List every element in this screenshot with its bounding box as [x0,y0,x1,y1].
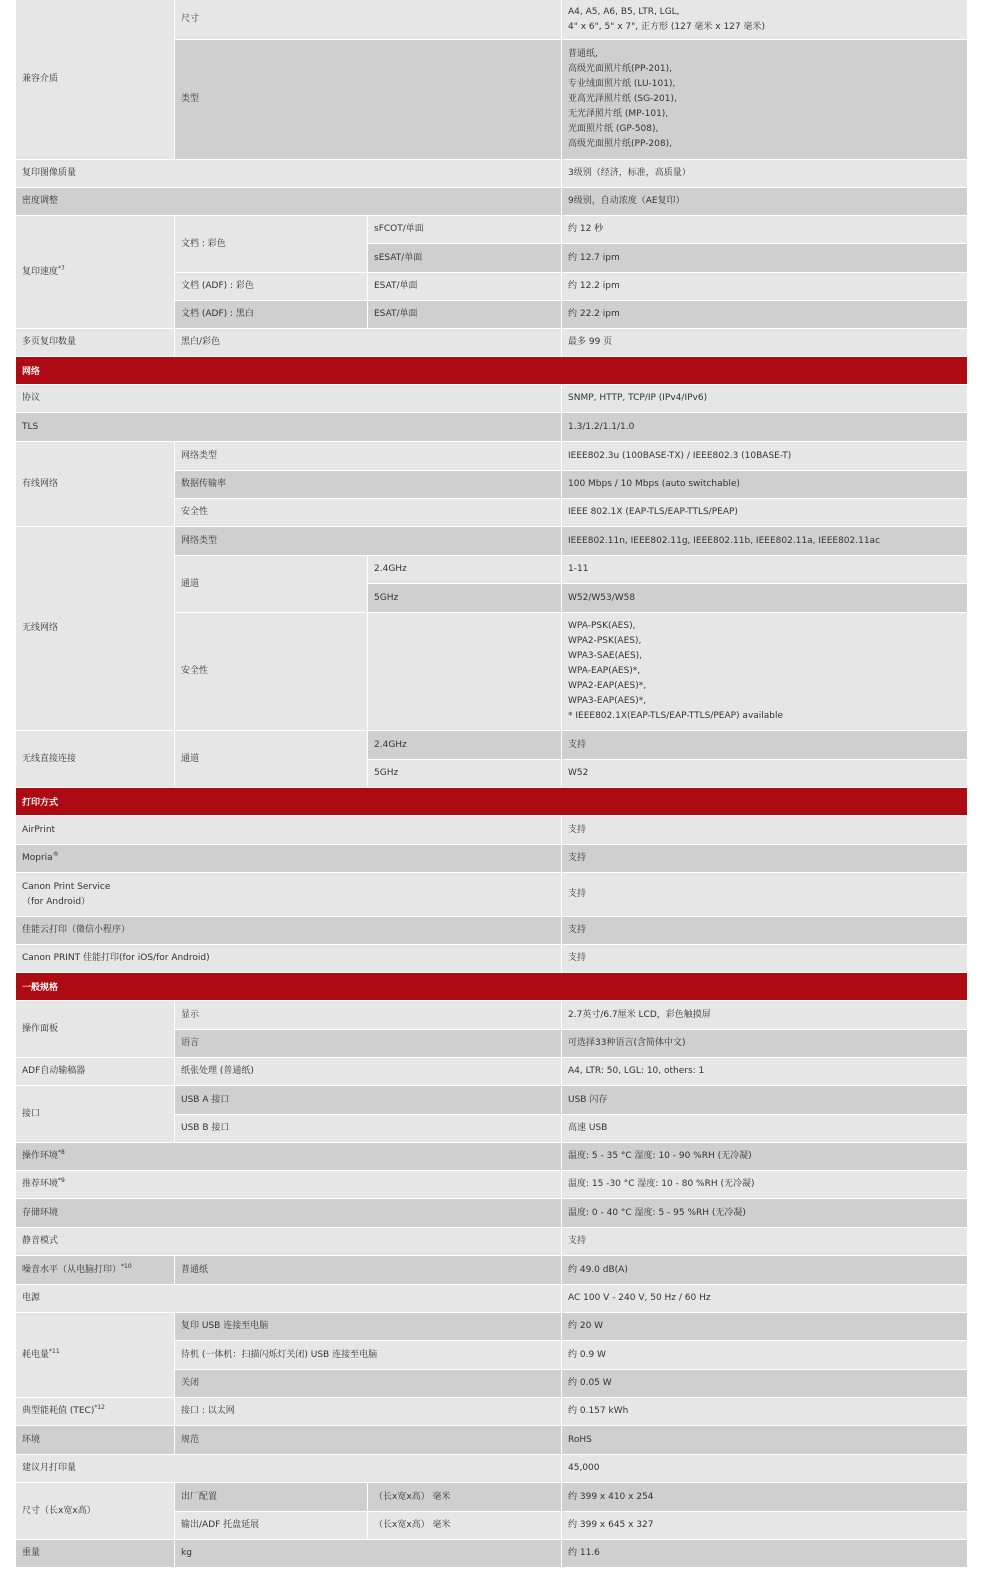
cell-text: 网络类型 [181,535,218,546]
spec-sublabel-cell [175,1398,561,1425]
cell-text: 网络类型 [181,450,218,461]
spec-sublabel-cell [368,273,561,300]
cell-text: 静音模式 [22,1236,59,1246]
spec-label-cell [16,442,174,526]
spec-value-cell [562,1341,967,1369]
cell-text: 密度调整 [22,196,59,206]
cell-text: sESAT/单面 [374,252,423,263]
spec-value-cell [562,1030,967,1057]
spec-value-cell [562,244,967,272]
cell-text: 高速 USB [568,1123,608,1133]
spec-value-cell [562,1086,967,1114]
spec-label-cell [16,1285,561,1312]
cell-line: 普通纸, [568,49,598,59]
spec-value-cell [562,40,967,159]
cell-text: ESAT/单面 [374,309,418,319]
spec-sublabel-cell [175,1370,561,1397]
cell-text: 45,000 [568,1463,600,1473]
cell-text: 典型能耗值 (TEC) [22,1406,95,1416]
cell-text: 支持 [568,1236,587,1246]
spec-label-cell [16,816,561,844]
cell-text: 温度: 15 -30 °C 湿度: 10 - 80 %RH (无冷凝) [568,1179,755,1189]
cell-text: 操作面板 [22,1023,59,1034]
spec-value-cell [562,613,967,730]
cell-text: Mopria [22,853,53,863]
spec-sublabel-cell [175,329,561,356]
spec-sublabel-cell [175,1540,561,1567]
spec-value-cell [562,760,967,787]
spec-value-cell [562,160,967,187]
cell-text: 重量 [22,1548,41,1558]
cell-text: AirPrint [22,824,56,835]
cell-text: 兼容介质 [22,74,59,84]
cell-text: 接口 [22,1108,41,1119]
cell-line: 亚高光泽照片纸 (SG-201), [568,94,677,104]
cell-text: USB B 接口 [181,1123,230,1133]
spec-label-cell [16,873,561,916]
cell-text: 5GHz [374,592,399,603]
cell-text: 2.4GHz [374,564,407,574]
cell-line: WPA2-EAP(AES)*, [568,681,647,691]
spec-sublabel-cell [175,1001,561,1029]
spec-sublabel-cell [175,731,367,787]
cell-text: 接口 : 以太网 [181,1406,235,1416]
spec-sublabel-cell [368,731,561,759]
cell-text: W52 [568,768,589,778]
spec-sublabel-cell [175,1256,561,1284]
cell-text: 安全性 [181,507,209,517]
spec-label-cell [16,413,561,441]
cell-text: 复印图像质量 [22,168,77,178]
spec-label-cell [16,1001,174,1057]
spec-sublabel-cell [175,499,561,526]
spec-sublabel-cell [175,40,561,159]
spec-value-cell [562,1483,967,1511]
spec-sublabel-cell [368,1512,561,1539]
cell-text: 无线直接连接 [22,753,77,764]
cell-text: 温度: 5 - 35 °C 湿度: 10 - 90 %RH (无冷凝) [568,1151,752,1161]
spec-value-cell [562,1058,967,1085]
spec-sublabel-cell [175,273,367,300]
spec-sublabel-cell [175,1086,561,1114]
cell-line: 高级光面照片纸(PP-208), [568,139,672,149]
cell-text: 约 49.0 dB(A) [568,1264,628,1275]
footnote-mark: *8 [58,1149,65,1156]
cell-text: 通道 [181,578,200,589]
cell-text: A4, LTR: 50, LGL: 10, others: 1 [568,1066,705,1076]
spec-value-cell [562,1313,967,1340]
cell-text: IEEE802.3u (100BASE-TX) / IEEE802.3 (10BASE-T) [568,450,792,461]
spec-sublabel-cell [175,0,561,39]
spec-value-cell [562,1001,967,1029]
cell-text: 尺寸（长x宽x高） [22,1505,96,1516]
cell-line: WPA3-EAP(AES)*, [568,696,647,706]
spec-sublabel-cell [175,442,561,470]
spec-sublabel-cell [368,760,561,787]
cell-text: （长x宽x高） 毫米 [374,1491,451,1502]
spec-sublabel-cell [368,584,561,612]
spec-value-cell [562,1143,967,1170]
spec-label-cell [16,945,561,972]
spec-value-cell [562,1398,967,1425]
spec-sublabel-cell [368,216,561,243]
cell-text: 100 Mbps / 10 Mbps (auto switchable) [568,479,740,489]
spec-sublabel-cell [175,1426,561,1454]
spec-label-cell [16,917,561,944]
cell-text: 尺寸 [181,14,200,24]
spec-value-cell [562,1115,967,1142]
section-header: 一般规格 [16,973,967,1000]
spec-value-cell [562,1426,967,1454]
cell-text: 3级别（经济，标准，高质量） [568,168,691,178]
spec-value-cell [562,1256,967,1284]
spec-label-cell [16,1171,561,1198]
spec-value-cell [562,731,967,759]
cell-text: 复印 USB 连接至电脑 [181,1321,269,1331]
spec-sublabel-cell [175,556,367,612]
spec-value-cell [562,471,967,498]
spec-value-cell [562,1370,967,1397]
cell-text: 支持 [568,925,587,935]
spec-value-cell [562,556,967,583]
cell-text: 推荐环境 [22,1179,59,1189]
spec-sublabel-cell [175,301,367,328]
cell-text: 普通纸 [181,1264,209,1275]
cell-line: WPA-EAP(AES)*, [568,666,641,676]
spec-sublabel-cell [368,556,561,583]
cell-line: Canon Print Service [22,881,111,892]
cell-text: 9级别，自动浓度（AE复印） [568,196,685,206]
cell-text: 有线网络 [22,478,59,489]
spec-value-cell [562,413,967,441]
spec-value-cell [562,1171,967,1198]
cell-text: 无线网络 [22,623,59,633]
cell-text: 数据传输率 [181,479,227,489]
cell-text: 文档 (ADF) : 彩色 [181,281,254,291]
cell-line: （for Android） [22,896,91,907]
cell-text: 最多 99 页 [568,337,613,347]
spec-sublabel-cell [175,613,367,730]
spec-value-cell [562,873,967,916]
spec-value-cell [562,301,967,328]
spec-value-cell [562,1228,967,1255]
spec-sublabel-cell [368,244,561,272]
cell-text: 约 0.9 W [568,1349,606,1360]
cell-text: IEEE 802.1X (EAP-TLS/EAP-TTLS/PEAP) [568,507,738,517]
cell-text: 约 399 x 410 x 254 [568,1491,654,1502]
cell-text: 建议月打印量 [22,1463,77,1473]
spec-value-cell [562,0,967,39]
cell-text: 显示 [181,1009,200,1020]
footnote-mark: *12 [94,1404,105,1411]
spec-label-cell [16,1256,174,1284]
cell-line: 专业绒面照片纸 (LU-101), [568,79,676,89]
cell-text: 约 12.7 ipm [568,252,620,263]
cell-text: 可选择33种语言(含简体中文) [568,1038,686,1048]
cell-text: 约 12 秒 [568,224,604,234]
spec-value-cell [562,1540,967,1567]
cell-text: 温度: 0 - 40 °C 湿度: 5 - 95 %RH (无冷凝) [568,1207,746,1218]
spec-value-cell [562,1512,967,1539]
spec-label-cell [16,385,561,412]
spec-label-cell [16,1058,174,1085]
spec-sublabel-cell [175,1341,561,1369]
cell-text: 2.4GHz [374,739,407,750]
cell-text: 规范 [181,1434,200,1445]
spec-label-cell [16,731,174,787]
cell-text: 出厂配置 [181,1491,218,1502]
spec-value-cell [562,1285,967,1312]
spec-sublabel-cell [175,1512,367,1539]
spec-sublabel-cell [175,216,367,272]
spec-value-cell [562,1455,967,1482]
spec-sublabel-cell [175,1115,561,1142]
cell-text: 2.7英寸/6.7厘米 LCD，彩色触摸屏 [568,1009,711,1020]
cell-text: IEEE802.11n, IEEE802.11g, IEEE802.11b, IEEE802.11a, IEEE802.11ac [568,535,881,546]
spec-sublabel-cell [368,613,561,730]
spec-label-cell [16,1455,561,1482]
cell-text: 约 22.2 ipm [568,309,620,319]
spec-sublabel-cell [175,527,561,555]
cell-line: A4, A5, A6, B5, LTR, LGL, [568,6,680,17]
spec-value-cell [562,845,967,872]
cell-text: SNMP, HTTP, TCP/IP (IPv4/IPv6) [568,393,708,403]
spec-sublabel-cell [368,1483,561,1511]
cell-text: ESAT/单面 [374,281,418,291]
cell-text: 操作环境 [22,1151,59,1161]
spec-value-cell [562,917,967,944]
spec-label-cell [16,188,561,215]
cell-line: 无光泽照片纸 (MP-101), [568,109,669,119]
cell-text: 待机 (一体机：扫描闪烁灯关闭) USB 连接至电脑 [181,1349,378,1360]
spec-sublabel-cell [175,471,561,498]
spec-label-cell [16,1143,561,1170]
cell-text: 耗电量 [22,1349,50,1360]
cell-text: USB A 接口 [181,1094,230,1105]
cell-text: 支持 [568,889,587,899]
cell-text: 噪音水平（从电脑打印） [22,1264,122,1275]
spec-value-cell [562,584,967,612]
cell-text: 文档 (ADF) : 黑白 [181,309,254,319]
spec-label-cell [16,329,174,356]
spec-value-cell [562,216,967,243]
cell-text: 电源 [22,1293,41,1303]
cell-line: * IEEE802.1X(EAP-TLS/EAP-TTLS/PEAP) available [568,711,784,721]
spec-label-cell [16,1540,174,1567]
spec-value-cell [562,273,967,300]
footnote-mark: *9 [58,1177,65,1184]
cell-text: 1.3/1.2/1.1/1.0 [568,421,635,432]
spec-value-cell [562,499,967,526]
cell-text: ADF自动输稿器 [22,1066,86,1076]
spec-label-cell [16,1398,174,1425]
cell-text: 复印速度 [22,266,59,277]
cell-text: 语言 [181,1038,200,1048]
spec-value-cell [562,527,967,555]
cell-text: 纸张处理 (普通纸) [181,1066,254,1076]
spec-label-cell [16,527,174,730]
cell-text: 约 0.05 W [568,1378,612,1388]
cell-text: 约 399 x 645 x 327 [568,1520,654,1530]
cell-text: 5GHz [374,768,399,778]
cell-text: 支持 [568,853,587,863]
spec-sublabel-cell [175,1313,561,1340]
cell-text: 存储环境 [22,1207,59,1218]
spec-sublabel-cell [175,1483,367,1511]
section-header: 网络 [16,357,967,384]
spec-label-cell [16,1086,174,1142]
cell-text: 通道 [181,753,200,764]
cell-text: W52/W53/W58 [568,592,636,603]
spec-label-cell [16,216,174,328]
cell-text: 安全性 [181,666,209,676]
spec-value-cell [562,385,967,412]
footnote-mark: *11 [49,1347,60,1355]
cell-text: （长x宽x高） 毫米 [374,1520,451,1530]
cell-line: 4" x 6", 5" x 7", 正方形 (127 毫米 x 127 毫米) [568,21,766,32]
spec-sublabel-cell [175,1030,561,1057]
spec-value-cell [562,188,967,215]
cell-text: 约 20 W [568,1321,604,1331]
spec-label-cell [16,1483,174,1539]
cell-line: WPA3-SAE(AES), [568,651,643,661]
spec-value-cell [562,1199,967,1227]
cell-text: 约 11.6 [568,1548,600,1558]
spec-label-cell [16,160,561,187]
cell-text: kg [181,1548,192,1558]
spec-label-cell [16,0,174,159]
spec-sublabel-cell [368,301,561,328]
cell-text: 多页复印数量 [22,337,77,347]
spec-value-cell [562,816,967,844]
spec-value-cell [562,442,967,470]
cell-text: USB 闪存 [568,1094,608,1105]
cell-text: RoHS [568,1434,592,1445]
spec-value-cell [562,945,967,972]
cell-line: WPA-PSK(AES), [568,621,636,631]
cell-text: 佳能云打印（微信小程序） [22,925,131,935]
cell-line: 光面照片纸 (GP-508), [568,124,659,134]
spec-label-cell [16,1228,561,1255]
cell-text: AC 100 V - 240 V, 50 Hz / 60 Hz [568,1293,711,1303]
footnote-mark: *10 [121,1262,132,1270]
cell-text: 约 0.157 kWh [568,1406,629,1416]
footnote-mark: ® [52,851,59,858]
cell-text: TLS [22,421,39,432]
cell-text: 关闭 [181,1378,200,1388]
footnote-mark: *7 [58,264,65,272]
cell-text: 文档 : 彩色 [181,238,226,249]
section-header: 打印方式 [16,788,967,815]
cell-text: 支持 [568,953,587,963]
cell-text: 支持 [568,739,587,750]
spec-label-cell [16,1426,174,1454]
cell-text: 约 12.2 ipm [568,281,620,291]
cell-text: Canon PRINT 佳能打印(for iOS/for Android) [22,953,210,963]
spec-label-cell [16,1313,174,1397]
cell-text: sFCOT/单面 [374,224,424,234]
spec-sublabel-cell [175,1058,561,1085]
cell-text: 类型 [181,94,200,104]
cell-text: 支持 [568,824,587,835]
cell-text: 黑白/彩色 [181,337,221,347]
cell-text: 环境 [22,1434,41,1445]
spec-label-cell [16,845,561,872]
cell-text: 1-11 [568,564,589,574]
cell-text: 输出/ADF 托盘延展 [181,1520,260,1530]
spec-value-cell [562,329,967,356]
cell-line: 高级光面照片纸(PP-201), [568,64,672,74]
cell-text: 协议 [22,393,41,403]
spec-label-cell [16,1199,561,1227]
cell-line: WPA2-PSK(AES), [568,636,642,646]
